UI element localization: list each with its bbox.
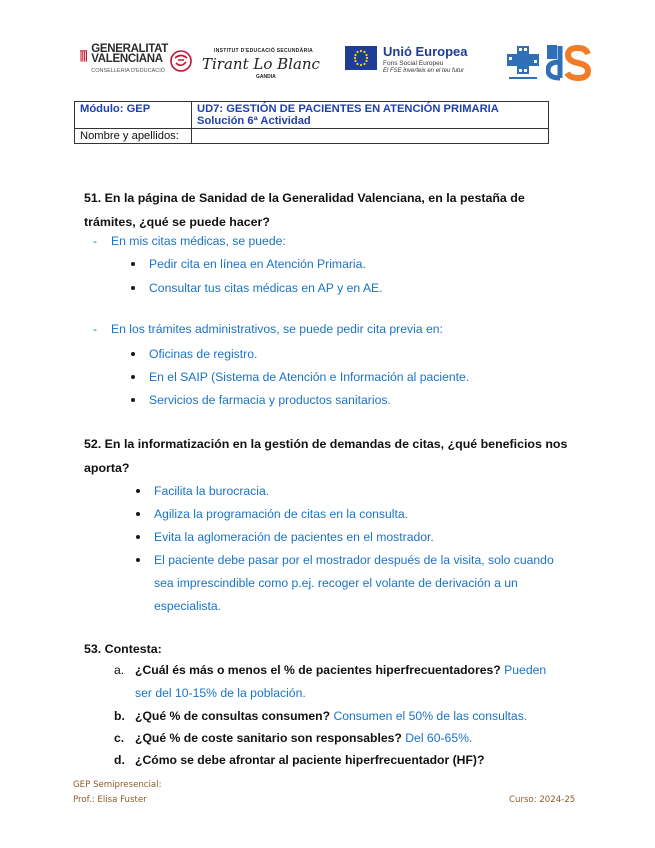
bullet-icon [136, 535, 140, 539]
dash: - [93, 322, 98, 336]
generalitat-logo [80, 44, 168, 86]
item-letter: a. [114, 663, 125, 677]
q51-line1: 51. En la página de Sanidad de la Generalidad Valenciana, en la pestaña de [84, 191, 525, 205]
q53-item-a-cont: ser del 10-15% de la población. [135, 686, 306, 700]
gva-name-2: VALENCIANA [91, 53, 163, 65]
q51-group1-intro [93, 234, 286, 248]
gva-shield-icon [80, 44, 87, 70]
list-item-continuation: sea imprescindible como p.ej. recoger el volante de derivación a un [154, 576, 518, 590]
bullet-icon [131, 352, 135, 356]
item-answer: Del 60-65%. [405, 731, 473, 745]
gva-dept: CONSELLERIA D'EDUCACIÓ [91, 68, 166, 74]
item-letter: d. [114, 753, 125, 767]
q53-item-d [114, 749, 584, 772]
eu-logo [345, 44, 495, 78]
department-cross-icon [505, 42, 541, 82]
bullet-icon [131, 262, 135, 266]
q53-item-c [114, 727, 584, 750]
bullet-icon [136, 558, 140, 562]
q52-line1: 52. En la informatización en la gestión de demandas de citas, ¿qué beneficios nos [84, 437, 568, 451]
school-name: Tirant Lo Blanc [202, 55, 320, 73]
q51-line2: trámites, ¿qué se puede hacer? [84, 215, 270, 229]
bullet-icon [131, 286, 135, 290]
footer-teacher: Prof.: Elisa Fuster [73, 795, 147, 805]
list-item-continuation: especialista. [154, 599, 222, 613]
eu-motto: El FSE inverteix en el teu futur [383, 68, 465, 74]
q51-group1-text: En mis citas médicas, se puede: [111, 234, 286, 248]
bullet-icon [131, 398, 135, 402]
dash: - [93, 234, 98, 248]
item-letter: c. [114, 731, 125, 745]
item-answer: Pueden [504, 663, 547, 677]
item-question: ¿Qué % de coste sanitario son responsables? [135, 731, 402, 745]
eu-title: Unió Europea [383, 44, 468, 59]
q51-heading [84, 186, 584, 234]
item-answer: Consumen el 50% de las consultas. [333, 709, 528, 723]
q53-item-a [114, 659, 584, 682]
item-question: ¿Cuál és más o menos el % de pacientes hiperfrecuentadores? [135, 663, 501, 677]
q51-group2-intro [93, 322, 443, 336]
q53-heading: 53. Contesta: [84, 642, 162, 656]
eu-fund: Fons Social Europeu [383, 60, 444, 67]
unit-title: UD7: GESTIÓN DE PACIENTES EN ATENCIÓN PRIMARIA [197, 103, 499, 115]
eu-flag-icon [345, 46, 377, 70]
bullet-icon [136, 512, 140, 516]
bullet-icon [131, 375, 135, 379]
ds-logo-icon [546, 42, 592, 82]
item-question: ¿Qué % de consultas consumen? [135, 709, 331, 723]
footer-subject: GEP Semipresencial: [73, 780, 162, 790]
name-field[interactable] [192, 129, 549, 144]
school-city: GANDIA [256, 74, 276, 80]
q52-heading [84, 432, 584, 480]
item-letter: b. [114, 709, 125, 723]
module-cell: Módulo: GEP [75, 102, 192, 129]
gva-name-1: GENERALITAT [91, 43, 168, 55]
school-emblem-icon [170, 50, 192, 72]
name-label: Nombre y apellidos: [75, 129, 192, 144]
item-question: ¿Cómo se debe afrontar al paciente hiperfrecuentador (HF)? [135, 753, 485, 767]
q53-item-b [114, 705, 584, 728]
footer-course: Curso: 2024-25 [509, 795, 576, 805]
activity-title: Solución 6ª Actividad [197, 115, 311, 127]
q52-line2: aporta? [84, 461, 130, 475]
q51-group2-text: En los trámites administrativos, se puede pedir cita previa en: [111, 322, 443, 336]
info-table [74, 101, 549, 144]
school-type: INSTITUT D'EDUCACIÓ SECUNDÀRIA [214, 48, 314, 54]
school-logo [170, 44, 330, 84]
bullet-icon [136, 489, 140, 493]
unit-cell [192, 102, 549, 129]
